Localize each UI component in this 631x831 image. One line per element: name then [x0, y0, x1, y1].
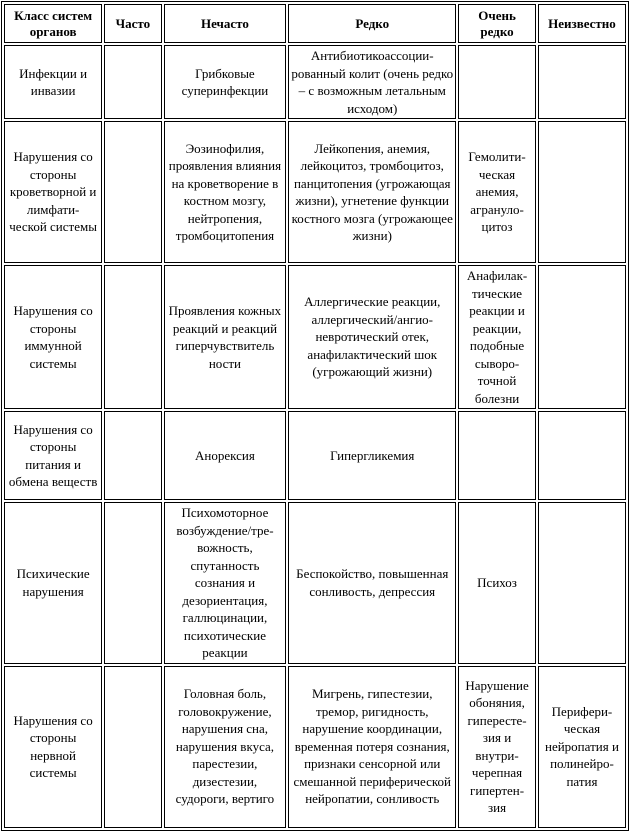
header-uncommon: Нечасто	[164, 4, 287, 43]
cell-uncommon: Анорексия	[164, 411, 287, 500]
table-row	[4, 666, 626, 828]
cell-often	[104, 265, 161, 409]
cell-rare: Антибиотикоассоции- рованный колит (очень редко – с возможным летальным исходом)	[288, 45, 456, 119]
cell-rare: Лейкопения, анемия, лейкоцитоз, тромбоцитоз, панцитопения (угрожающая жизни), угнетение функции костного мозга (угрожающее жизни)	[288, 121, 456, 263]
table-row	[4, 411, 626, 500]
cell-organ-class: Нарушения со стороны иммунной системы	[4, 265, 102, 409]
adverse-effects-table	[1, 1, 629, 831]
cell-often	[104, 411, 161, 500]
cell-often	[104, 666, 161, 828]
cell-very-rare: Психоз	[458, 502, 536, 664]
cell-often	[104, 502, 161, 664]
cell-unknown	[538, 502, 626, 664]
cell-organ-class: Нарушения со стороны кроветворной и лимфати- ческой системы	[4, 121, 102, 263]
cell-very-rare: Гемолити- ческая анемия, агрануло- цитоз	[458, 121, 536, 263]
cell-unknown	[538, 265, 626, 409]
cell-rare: Мигрень, гипестезии, тремор, ригидность, нарушение координации, временная потеря сознания, признаки сенсорной или смешанной периферической нейропатии, сонливость	[288, 666, 456, 828]
table-row	[4, 502, 626, 664]
cell-unknown	[538, 411, 626, 500]
cell-uncommon: Головная боль, головокружение, нарушения сна, нарушения вкуса, парестезии, дизестезии, судороги, вертиго	[164, 666, 287, 828]
cell-very-rare	[458, 411, 536, 500]
table-row	[4, 45, 626, 119]
header-often: Часто	[104, 4, 161, 43]
header-rare: Редко	[288, 4, 456, 43]
cell-very-rare: Нарушение обоняния, гипересте- зия и внутри- черепная гипертен- зия	[458, 666, 536, 828]
cell-rare: Аллергические реакции, аллергический/ангио- невротический отек, анафилактический шок (угрожающий жизни)	[288, 265, 456, 409]
cell-uncommon: Психомоторное возбуждение/тре- вожность, спутанность сознания и дезориентация, галлюцинации, психотические реакции	[164, 502, 287, 664]
cell-rare: Беспокойство, повышенная сонливость, депрессия	[288, 502, 456, 664]
table-row	[4, 265, 626, 409]
cell-often	[104, 45, 161, 119]
cell-organ-class: Инфекции и инвазии	[4, 45, 102, 119]
cell-organ-class: Нарушения со стороны питания и обмена веществ	[4, 411, 102, 500]
cell-uncommon: Грибковые суперинфекции	[164, 45, 287, 119]
cell-uncommon: Проявления кожных реакций и реакций гиперчувствитель ности	[164, 265, 287, 409]
header-organ-class: Класс систем органов	[4, 4, 102, 43]
header-unknown: Неизвестно	[538, 4, 626, 43]
cell-rare: Гипергликемия	[288, 411, 456, 500]
cell-very-rare: Анафилак- тические реакции и реакции, подобные сыворо- точной болезни	[458, 265, 536, 409]
cell-organ-class: Психические нарушения	[4, 502, 102, 664]
cell-organ-class: Нарушения со стороны нервной системы	[4, 666, 102, 828]
table-row	[4, 121, 626, 263]
header-row	[4, 4, 626, 43]
cell-unknown: Перифери- ческая нейропатия и полинейро- патия	[538, 666, 626, 828]
cell-unknown	[538, 121, 626, 263]
cell-uncommon: Эозинофилия, проявления влияния на кроветворение в костном мозгу, нейтропения, тромбоцитопения	[164, 121, 287, 263]
cell-often	[104, 121, 161, 263]
header-very-rare: Очень редко	[458, 4, 536, 43]
cell-very-rare	[458, 45, 536, 119]
cell-unknown	[538, 45, 626, 119]
